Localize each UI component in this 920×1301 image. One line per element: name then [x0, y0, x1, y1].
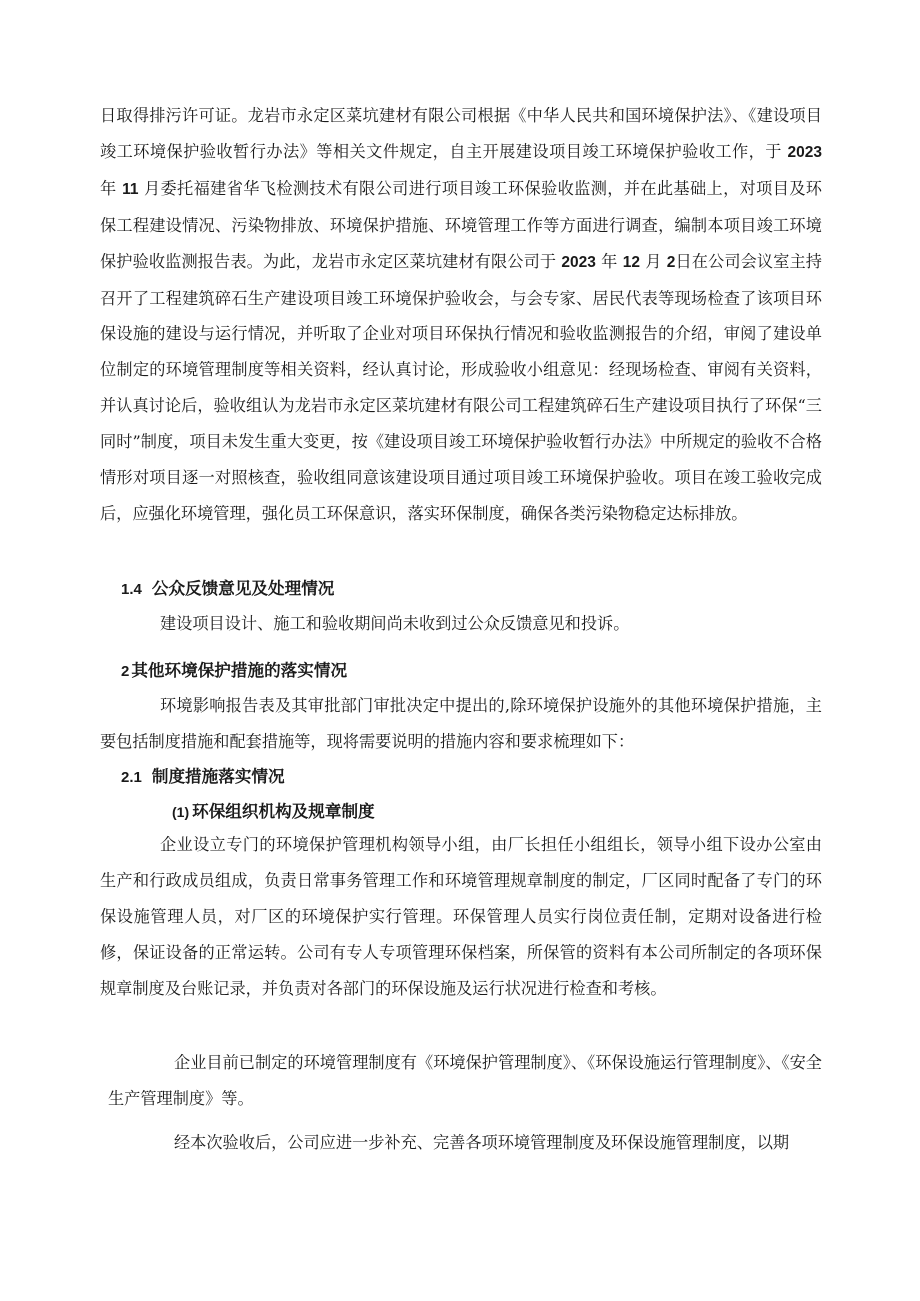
text-segment: 日取得排污许可证。龙岩市永定区菜坑建材有限公司根据《中华人民共和国环境保护法》、《建设项目竣工环境保护验收暂行办法》等相关文件规定，自主开展建设项目竣工环境保护验收工作，于	[100, 106, 822, 161]
section-number: 2.1	[121, 769, 142, 786]
section-number: 2	[121, 663, 130, 680]
text-segment: 日在公司会议室主持召开了工程建筑碎石生产建设项目竣工环境保护验收会，与会专家、居民代表等现场检查了该项目环保设施的建设与运行情况，并听取了企业对项目环保执行情况和验收监测报告的介绍，审阅了建设单位制定的环境管理制度等相关资料，经认真讨论，形成验收小组意见：经现场检查、审阅有关资料，并认真讨论后，验收组认为龙岩市永定区菜坑建材有限公司工程建筑碎石生产建设项目执行了环保“三同时”制度，项目未发生重大变更，按《建设项目竣工环境保护验收暂行办法》中所规定的验收不合格情形对项目逐一对照核查，验收组同意该建设项目通过项目竣工环境保护验收。项目在竣工验收完成后，应强化环境管理，强化员工环保意识，落实环保制度，确保各类污染物稳定达标排放。	[100, 251, 822, 523]
subsection-number: (1)	[172, 804, 190, 820]
section-title: 制度措施落实情况	[151, 766, 285, 786]
section-title: 其他环境保护措施的落实情况	[131, 660, 348, 680]
text-segment: 月委托福建省华飞检测技术有限公司进行项目竣工环保验收监测，并在此基础上，对项目及环保工程建设情况、污染物排放、环境保护措施、环境管理工作等方面进行调查，编制本项目竣工环境保护验收监测报告表。为此，龙岩市永定区菜坑建材有限公司于	[100, 178, 822, 271]
section-heading-1-4	[121, 576, 334, 602]
body-paragraph-public-feedback: 建设项目设计、施工和验收期间尚未收到过公众反馈意见和投诉。	[160, 614, 630, 633]
subsection-title: 环保组织机构及规章制度	[192, 801, 375, 821]
text-segment: 月	[639, 251, 667, 271]
month-value: 11	[122, 180, 139, 198]
text-segment: 年	[100, 178, 123, 198]
section-title: 公众反馈意见及处理情况	[151, 578, 335, 598]
subsection-heading-1	[172, 799, 375, 824]
body-paragraph-organization: 企业设立专门的环境保护管理机构领导小组，由厂长担任小组组长，领导小组下设办公室由生产和行政成员组成，负责日常事务管理工作和环境管理规章制度的制定，厂区同时配备了专门的环保设施管理人员，对厂区的环境保护实行管理。环保管理人员实行岗位责任制，定期对设备进行检修，保证设备的正常运转。公司有专人专项管理环保档案，所保管的资料有本公司所制定的各项环保规章制度及台账记录，并负责对各部门的环保设施及运行状况进行检查和考核。	[100, 835, 822, 998]
year-value: 2023	[561, 253, 596, 271]
body-paragraph-acceptance-summary	[100, 98, 822, 532]
body-paragraph-improvement: 经本次验收后，公司应进一步补充、完善各项环境管理制度及环保设施管理制度，以期	[174, 1133, 790, 1152]
month-value: 12	[622, 253, 640, 271]
section-heading-2-1	[121, 764, 285, 790]
body-paragraph-regulations-list: 企业目前已制定的环境管理制度有《环境保护管理制度》、《环保设施运行管理制度》、《安全生产管理制度》等。	[108, 1053, 822, 1108]
text-segment: 年	[595, 251, 623, 271]
section-heading-2	[121, 658, 347, 684]
year-value: 2023	[787, 143, 822, 161]
day-value: 2	[666, 253, 676, 271]
section-number: 1.4	[121, 581, 142, 598]
body-paragraph-other-measures: 环境影响报告表及其审批部门审批决定中提出的,除环境保护设施外的其他环境保护措施，主要包括制度措施和配套措施等，现将需要说明的措施内容和要求梳理如下：	[100, 696, 822, 751]
